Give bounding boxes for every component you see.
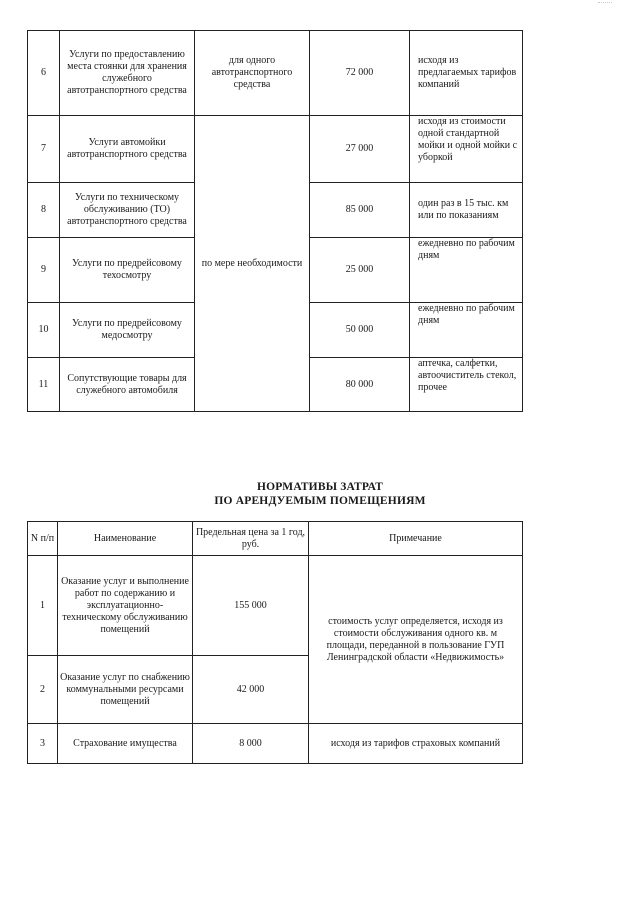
price-cell: 50 000 bbox=[310, 303, 410, 358]
row-number: 6 bbox=[28, 31, 60, 116]
price-cell: 72 000 bbox=[310, 31, 410, 116]
price-cell: 85 000 bbox=[310, 183, 410, 238]
column-header-note: Примечание bbox=[309, 522, 523, 556]
note-cell-merged: стоимость услуг определяется, исходя из стоимости обслуживания одного кв. м площади, переданной в пользование ГУП Ленинградской области «Недвижимость» bbox=[309, 556, 523, 724]
service-name: Оказание услуг по снабжению коммунальными ресурсами помещений bbox=[58, 656, 193, 724]
table-row bbox=[28, 31, 523, 116]
unit-cell: для одного автотранспортного средства bbox=[195, 31, 310, 116]
row-number: 7 bbox=[28, 116, 60, 183]
column-header-name: Наименование bbox=[58, 522, 193, 556]
price-cell: 80 000 bbox=[310, 358, 410, 412]
table-header-row bbox=[28, 522, 523, 556]
row-number: 11 bbox=[28, 358, 60, 412]
table-row bbox=[28, 116, 523, 183]
service-name: Услуги по предрейсовому техосмотру bbox=[60, 238, 195, 303]
note-cell: исходя из предлагаемых тарифов компаний bbox=[410, 31, 523, 116]
table-row bbox=[28, 724, 523, 764]
price-cell: 155 000 bbox=[193, 556, 309, 656]
note-cell: один раз в 15 тыс. км или по показаниям bbox=[410, 183, 523, 238]
row-number: 8 bbox=[28, 183, 60, 238]
note-cell: исходя из стоимости одной стандартной мойки и одной мойки с уборкой bbox=[410, 116, 523, 183]
note-cell: исходя из тарифов страховых компаний bbox=[309, 724, 523, 764]
price-cell: 42 000 bbox=[193, 656, 309, 724]
service-name: Услуги по техническому обслуживанию (ТО) автотранспортного средства bbox=[60, 183, 195, 238]
service-name: Страхование имущества bbox=[58, 724, 193, 764]
column-header-price: Предельная цена за 1 год, руб. bbox=[193, 522, 309, 556]
row-number: 10 bbox=[28, 303, 60, 358]
price-cell: 27 000 bbox=[310, 116, 410, 183]
service-name: Услуги по предоставлению места стоянки для хранения служебного автотранспортного средства bbox=[60, 31, 195, 116]
column-header-number: N п/п bbox=[28, 522, 58, 556]
price-cell: 8 000 bbox=[193, 724, 309, 764]
row-number: 2 bbox=[28, 656, 58, 724]
note-cell: ежедневно по рабочим дням bbox=[410, 303, 523, 358]
service-name: Услуги автомойки автотранспортного средства bbox=[60, 116, 195, 183]
vehicle-costs-table bbox=[27, 30, 523, 412]
note-cell: ежедневно по рабочим дням bbox=[410, 238, 523, 303]
row-number: 1 bbox=[28, 556, 58, 656]
service-name: Оказание услуг и выполнение работ по содержанию и эксплуатационно-техническому обслуживанию помещений bbox=[58, 556, 193, 656]
note-cell: аптечка, салфетки, автоочиститель стекол, прочее bbox=[410, 358, 523, 412]
row-number: 9 bbox=[28, 238, 60, 303]
scan-edge-mark bbox=[598, 2, 612, 3]
row-number: 3 bbox=[28, 724, 58, 764]
price-cell: 25 000 bbox=[310, 238, 410, 303]
table-row bbox=[28, 556, 523, 656]
unit-cell-merged: по мере необходимости bbox=[195, 116, 310, 412]
premises-costs-table bbox=[27, 521, 523, 764]
service-name: Сопутствующие товары для служебного автомобиля bbox=[60, 358, 195, 412]
section-title-line2: ПО АРЕНДУЕМЫМ ПОМЕЩЕНИЯМ bbox=[214, 495, 426, 507]
service-name: Услуги по предрейсовому медосмотру bbox=[60, 303, 195, 358]
section-title-line1: НОРМАТИВЫ ЗАТРАТ bbox=[256, 481, 384, 493]
